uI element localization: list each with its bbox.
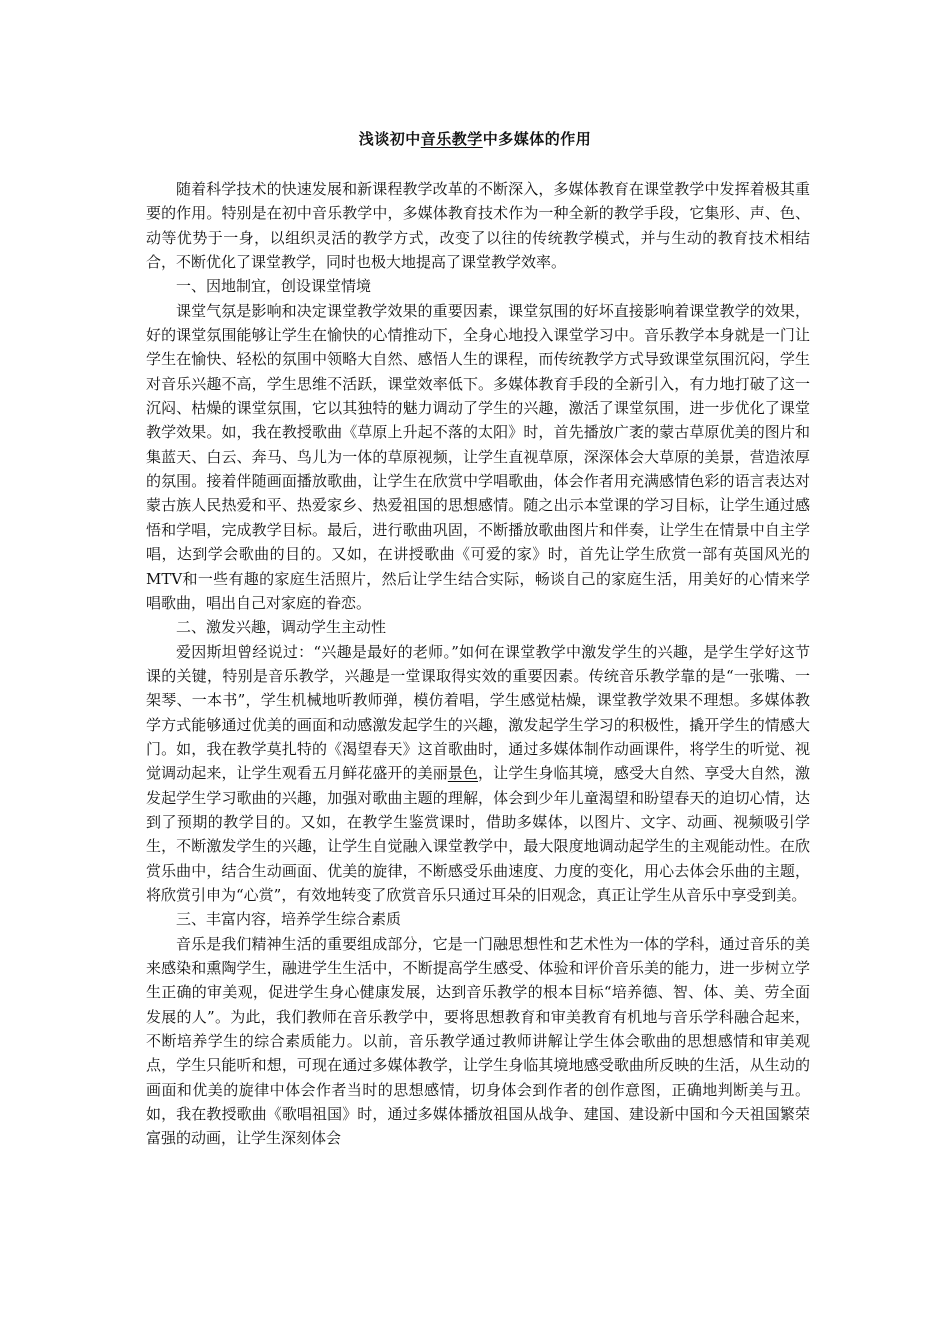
title-part-1: 浅谈初中 bbox=[358, 130, 421, 148]
document-body bbox=[146, 177, 810, 1151]
intro-paragraph: 随着科学技术的快速发展和新课程教学改革的不断深入，多媒体教育在课堂教学中发挥着极其重要的作用。特别是在初中音乐教学中，多媒体教育技术作为一种全新的教学手段，它集形、声、色、动等优势于一身，以组织灵活的教学方式，改变了以往的传统教学模式，并与生动的教育技术相结合，不断优化了课堂教学，同时也极大地提高了课堂教学效率。 bbox=[146, 180, 810, 272]
section-heading-3: 三、丰富内容，培养学生综合素质 bbox=[176, 910, 402, 929]
section-heading-1: 一、因地制宜，创设课堂情境 bbox=[176, 277, 372, 296]
underlined-word: 景色 bbox=[447, 764, 479, 783]
section-2-text-part-1: 爱因斯坦曾经说过：“兴趣是最好的老师。”如何在课堂教学中激发学生的兴趣，是学生学好这节课的关键，特别是音乐教学，兴趣是一堂课取得实效的重要因素。传统音乐教学靠的是“一张嘴、一架琴、一本书”，学生机械地听教师弹，模仿着唱，学生感觉枯燥，课堂教学效果不理想。多媒体教学方式能够通过优美的画面和动感激发起学生的兴趣，激发起学生学习的积极性，撬开学生的情感大门。如，我在教学莫扎特的《渴望春天》这首歌曲时，通过多媒体制作动画课件，将学生的听觉、视觉调动起来，让学生观看五月鲜花盛开的美丽 bbox=[146, 642, 810, 783]
section-1-paragraph: 课堂气氛是影响和决定课堂教学效果的重要因素，课堂氛围的好坏直接影响着课堂教学的效果，好的课堂氛围能够让学生在愉快的心情推动下，全身心地投入课堂学习中。音乐教学本身就是一门让学生在愉快、轻松的氛围中领略大自然、感悟人生的课程，而传统教学方式导致课堂氛围沉闷，学生对音乐兴趣不高，学生思维不活跃，课堂效率低下。多媒体教育手段的全新引入，有力地打破了这一沉闷、枯燥的课堂氛围，它以其独特的魅力调动了学生的兴趣，激活了课堂氛围，进一步优化了课堂教学效果。如，我在教授歌曲《草原上升起不落的太阳》时，首先播放广袤的蒙古草原优美的图片和集蓝天、白云、奔马、鸟儿为一体的草原视频，让学生直视草原，深深体会大草原的美景，营造浓厚的氛围。接着伴随画面播放歌曲，让学生在欣赏中学唱歌曲，体会作者用充满感情色彩的语言表达对蒙古族人民热爱和平、热爱家乡、热爱祖国的思想感情。随之出示本堂课的学习目标，让学生通过感悟和学唱，完成教学目标。最后，进行歌曲巩固，不断播放歌曲图片和伴奏，让学生在情景中自主学唱，达到学会歌曲的目的。又如，在讲授歌曲《可爱的家》时，首先让学生欣赏一部有英国风光的MTV和一些有趣的家庭生活照片，然后让学生结合实际，畅谈自己的家庭生活，用美好的心情来学唱歌曲，唱出自己对家庭的眷恋。 bbox=[146, 301, 810, 612]
section-2-text-part-2: ，让学生身临其境，感受大自然、享受大自然，激发起学生学习歌曲的兴趣，加强对歌曲主题的理解，体会到少年儿童渴望和盼望春天的迫切心情，达到了预期的教学目的。又如，在教学生鉴赏课时，借助多媒体，以图片、文字、动画、视频吸引学生，不断激发学生的兴趣，让学生自觉融入课堂教学中，最大限度地调动起学生的主观能动性。在欣赏乐曲中，结合生动画面、优美的旋律，不断感受乐曲速度、力度的变化，用心去体会乐曲的主题，将欣赏引申为“心赏”，有效地转变了欣赏音乐只通过耳朵的旧观念，真正让学生从音乐中享受到美。 bbox=[146, 764, 810, 904]
section-heading-2: 二、激发兴趣，调动学生主动性 bbox=[176, 618, 387, 637]
section-2-paragraph bbox=[146, 640, 810, 908]
section-3-paragraph: 音乐是我们精神生活的重要组成部分，它是一门融思想性和艺术性为一体的学科，通过音乐的美来感染和熏陶学生，融进学生生活中，不断提高学生感受、体验和评价音乐美的能力，进一步树立学生正确的审美观，促进学生身心健康发展，达到音乐教学的根本目标“培养德、智、体、美、劳全面发展的人”。为此，我们教师在音乐教学中，要将思想教育和审美教育有机地与音乐学科融合起来，不断培养学生的综合素质能力。以前，音乐教学通过教师讲解让学生体会歌曲的思想感情和审美观点，学生只能听和想，可现在通过多媒体教学，让学生身临其境地感受歌曲所反映的生活，从生动的画面和优美的旋律中体会作者当时的思想感情，切身体会到作者的创作意图，正确地判断美与丑。如，我在教授歌曲《歌唱祖国》时，通过多媒体播放祖国从战争、建国、建设新中国和今天祖国繁荣富强的动画，让学生深刻体会 bbox=[146, 934, 810, 1148]
title-underlined-term: 音乐教学 bbox=[420, 130, 483, 148]
document-title bbox=[0, 129, 950, 149]
title-part-2: 中多媒体的作用 bbox=[482, 130, 592, 148]
